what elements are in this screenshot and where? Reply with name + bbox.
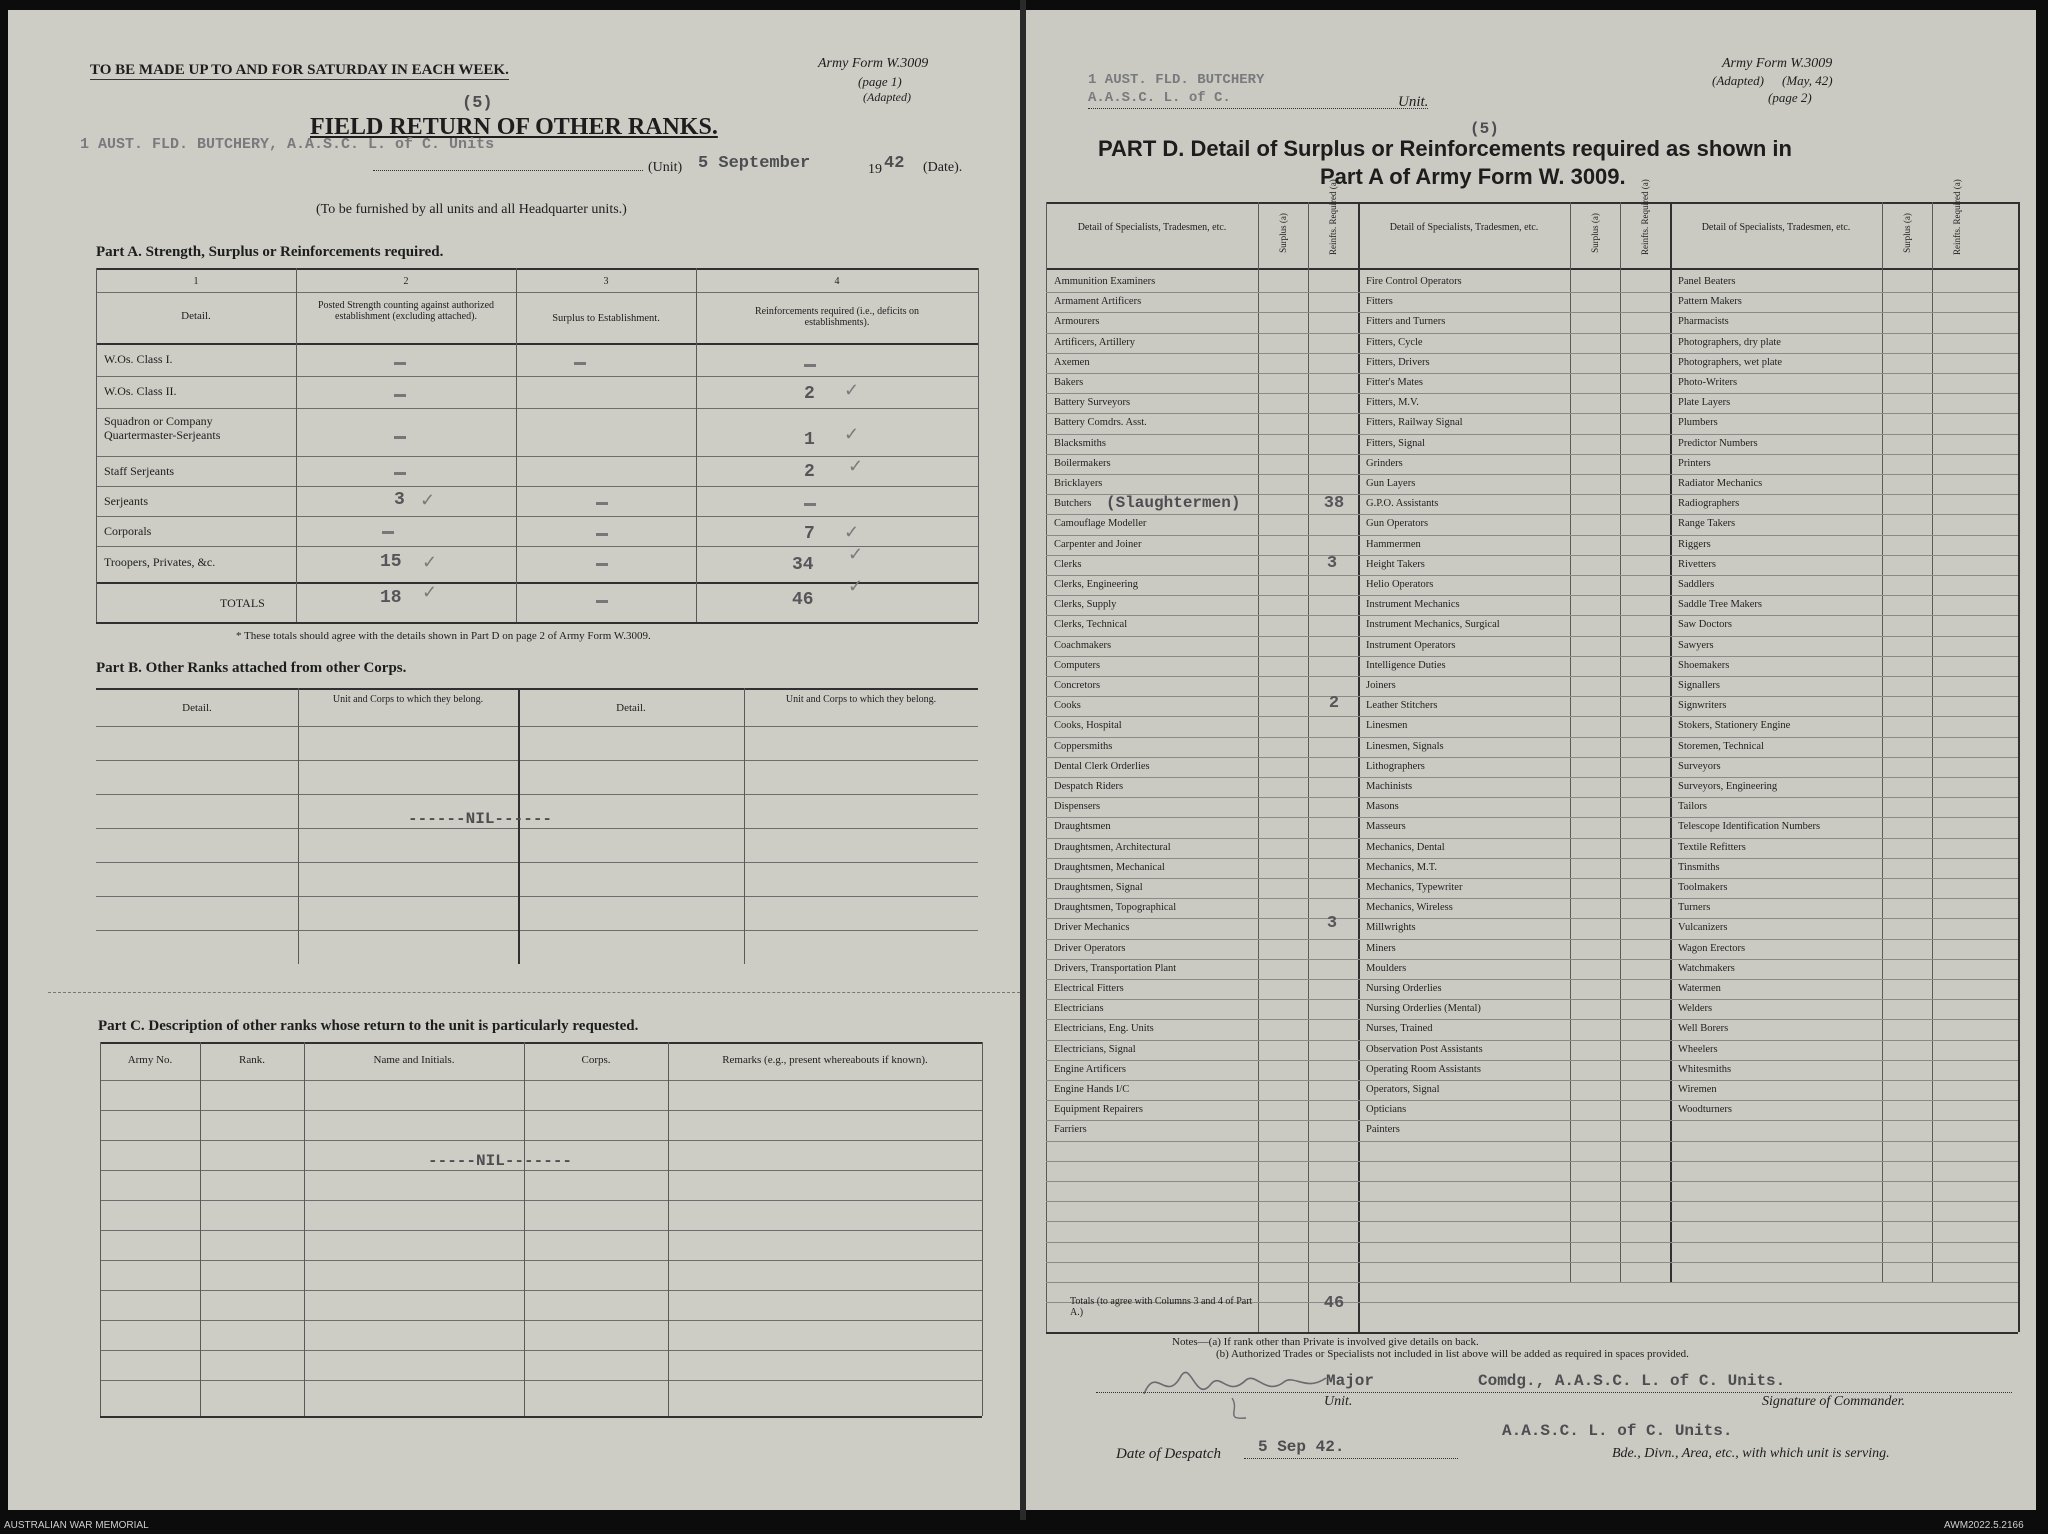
reinf-corporals: 7 [804,524,815,544]
specialist-item: Operators, Signal [1366,1084,1440,1095]
specialist-item: Moulders [1366,963,1407,974]
specialist-item: Fitters, Drivers [1366,357,1430,368]
specialist-item: Draughtsmen, Topographical [1054,902,1177,913]
col-number-1: 1 [193,276,199,287]
row-cqms: Squadron or Company Quartermaster-Serjeants [104,414,221,442]
specialist-item: Gun Layers [1366,478,1416,489]
specialist-item: Blacksmiths [1054,438,1106,449]
specialist-item: Equipment Repairers [1054,1104,1143,1115]
specialist-item: Battery Surveyors [1054,397,1131,408]
specialist-item: Bakers [1054,377,1084,388]
specialist-item: Dental Clerk Orderlies [1054,761,1150,772]
specialist-item: Painters [1366,1124,1400,1135]
part-b-header-detail-2: Detail. [616,702,646,714]
specialist-item: Instrument Mechanics [1366,599,1460,610]
specialist-item: Clerks [1054,559,1082,570]
specialist-item: Camouflage Modeller [1054,518,1147,529]
specialist-item: Saw Doctors [1678,619,1732,630]
check-mark: ✓ [844,522,860,542]
part-b-header-unit: Unit and Corps to which they belong. [332,694,484,705]
form-id: Army Form W.3009 [1722,56,1833,71]
specialist-item: Panel Beaters [1678,276,1736,287]
signature-caption: Signature of Commander. [1762,1394,1905,1409]
signature-typed: Comdg., A.A.S.C. L. of C. Units. [1478,1372,1786,1390]
reinf-total: 46 [792,590,814,610]
specialist-item: Opticians [1366,1104,1407,1115]
check-mark: ✓ [844,380,860,400]
specialist-item: Axemen [1054,357,1090,368]
specialist-item: Ammunition Examiners [1054,276,1156,287]
specialist-item: Clerks, Engineering [1054,579,1138,590]
footer-credit: AUSTRALIAN WAR MEMORIAL [4,1520,149,1531]
specialist-item: Instrument Mechanics, Surgical [1366,619,1500,630]
specialist-item: Radiographers [1678,498,1740,509]
header-surplus-3: Surplus (a) [1902,213,1912,253]
check-mark: ✓ [420,490,436,510]
specialist-item: Shoemakers [1678,660,1730,671]
specialist-item: Watermen [1678,983,1721,994]
page-label: (page 1) [858,74,902,89]
specialist-item: Masseurs [1366,821,1406,832]
specialist-item: Signwriters [1678,700,1727,711]
specialist-item: Coachmakers [1054,640,1112,651]
check-mark: ✓ [844,424,860,444]
unit-label: Unit. [1398,94,1429,110]
posted-corporals [382,531,394,534]
header-posted-strength: Posted Strength counting against authorized establishment (excluding attached). [317,300,495,322]
posted-total: 18 [380,588,402,608]
part-b-heading: Part B. Other Ranks attached from other Corps. [96,660,407,676]
specialist-item: Boilermakers [1054,458,1111,469]
specialist-item: Surveyors, Engineering [1678,781,1778,792]
specialist-item: Saddlers [1678,579,1715,590]
part-b-header-detail: Detail. [182,702,212,714]
specialist-item: Electricians [1054,1003,1104,1014]
specialist-item: Mechanics, Wireless [1366,902,1453,913]
date-year: 42 [884,154,905,173]
handwritten-signature [1136,1354,1356,1424]
specialist-item: Artificers, Artillery [1054,337,1136,348]
bde-typed: A.A.S.C. L. of C. Units. [1502,1422,1733,1440]
specialist-item: Carpenter and Joiner [1054,539,1142,550]
specialist-item: Sawyers [1678,640,1714,651]
specialist-item: Clerks, Technical [1054,619,1128,630]
specialist-item: Predictor Numbers [1678,438,1758,449]
specialist-item: Hammermen [1366,539,1421,550]
page-1 [8,10,1020,1510]
specialist-item: Welders [1678,1003,1713,1014]
specialist-item: Woodturners [1678,1104,1732,1115]
cooks-reinf: 2 [1328,694,1340,713]
specialist-item: Fitters, M.V. [1366,397,1419,408]
specialist-item: Well Borers [1678,1023,1729,1034]
header-reinf-2: Reinfts. Required (a) [1640,179,1650,255]
specialist-item: Saddle Tree Makers [1678,599,1762,610]
col-number-3: 3 [603,276,609,287]
specialist-item: Armourers [1054,316,1100,327]
part-c-header-corps: Corps. [581,1054,611,1066]
furnish-note: (To be furnished by all units and all Headquarter units.) [316,202,627,217]
specialist-item: Leather Stitchers [1366,700,1438,711]
header-detail-1: Detail of Specialists, Tradesmen, etc. [1077,222,1227,233]
specialist-item: Miners [1366,943,1396,954]
specialist-item: Draughtsmen, Signal [1054,882,1143,893]
specialist-item: Printers [1678,458,1711,469]
specialist-item: Nurses, Trained [1366,1023,1433,1034]
specialist-item: Engine Hands I/C [1054,1084,1130,1095]
specialist-item: Range Takers [1678,518,1736,529]
row-corporals: Corporals [104,524,152,538]
check-mark: ✓ [422,582,438,602]
specialist-item: Gun Operators [1366,518,1429,529]
signature-rank: Major [1326,1372,1375,1390]
reinf-cqms: 1 [804,430,815,450]
specialist-item: Watchmakers [1678,963,1735,974]
col-number-4: 4 [834,276,840,287]
specialist-item: Millwrights [1366,922,1416,933]
specialist-item: Surveyors [1678,761,1721,772]
specialist-item: Vulcanizers [1678,922,1728,933]
specialist-item: Fitters, Signal [1366,438,1425,449]
specialist-item: Mechanics, Dental [1366,842,1445,853]
unit-typed: 1 AUST. FLD. BUTCHERY, A.A.S.C. L. of C. Units [80,136,495,153]
part-d-title-line1: PART D. Detail of Surplus or Reinforcements required as shown in [1098,136,1792,161]
specialist-item: Fitters [1366,296,1393,307]
part-c-heading: Part C. Description of other ranks whose return to the unit is particularly requested. [98,1018,639,1034]
header-reinf-1: Reinfts. Required (a) [1328,179,1338,255]
part-c-nil: -----NIL------- [428,1152,573,1170]
specialist-item: Tailors [1678,801,1708,812]
header-detail-2: Detail of Specialists, Tradesmen, etc. [1389,222,1539,233]
header-reinforcements: Reinforcements required (i.e., deficits on establishments). [754,306,920,328]
specialist-item: Grinders [1366,458,1403,469]
specialist-item: Masons [1366,801,1399,812]
page-label: (page 2) [1768,90,1812,105]
specialist-item: Mechanics, M.T. [1366,862,1437,873]
note-a: Notes—(a) If rank other than Private is involved give details on back. [1172,1336,1479,1348]
specialist-item: Tinsmiths [1678,862,1720,873]
specialist-item: G.P.O. Assistants [1366,498,1439,509]
specialist-item: Electrical Fitters [1054,983,1124,994]
check-mark: ✓ [848,544,864,564]
specialist-item: Farriers [1054,1124,1087,1135]
specialist-item: Intelligence Duties [1366,660,1446,671]
specialist-item: Observation Post Assistants [1366,1044,1483,1055]
note-b: (b) Authorized Trades or Specialists not included in list above will be added as required in spaces provided. [1216,1348,1689,1360]
footer-accession: AWM2022.5.2166 [1944,1520,2024,1531]
surplus-troopers [596,563,608,566]
posted-serjeants: 3 [394,490,405,510]
posted-wo1 [394,362,406,365]
specialist-item: Storemen, Technical [1678,741,1764,752]
specialist-item: Joiners [1366,680,1396,691]
part-d-title-line2: Part A of Army Form W. 3009. [1320,164,1626,189]
specialist-item: Electricians, Eng. Units [1054,1023,1154,1034]
part-c-header-rank: Rank. [239,1054,265,1066]
part-c-header-remarks: Remarks (e.g., present whereabouts if known). [722,1054,928,1066]
row-wo-class-2: W.Os. Class II. [104,384,177,398]
page-2 [1026,10,2036,1510]
title-mark: (5) [1470,120,1499,138]
part-c-header-name: Name and Initials. [373,1054,455,1066]
specialist-item: Cooks, Hospital [1054,720,1122,731]
instruction-heading: TO BE MADE UP TO AND FOR SATURDAY IN EACH WEEK. [90,62,509,78]
specialist-item: Photo-Writers [1678,377,1738,388]
specialist-item: Pharmacists [1678,316,1729,327]
row-staff-serjeants: Staff Serjeants [104,464,175,478]
specialist-item: Riggers [1678,539,1711,550]
specialist-item: Dispensers [1054,801,1101,812]
specialist-item: Despatch Riders [1054,781,1124,792]
date-typed: 5 September [698,154,811,173]
specialist-item: Concretors [1054,680,1101,691]
adapted-label: (Adapted) [1712,73,1764,88]
specialist-item: Battery Comdrs. Asst. [1054,417,1147,428]
specialist-item: Bricklayers [1054,478,1103,489]
butchers-note: (Slaughtermen) [1106,494,1241,512]
header-surplus: Surplus to Establishment. [552,313,660,324]
specialist-item: Wheelers [1678,1044,1718,1055]
specialist-item: Toolmakers [1678,882,1728,893]
part-a-footnote: * These totals should agree with the details shown in Part D on page 2 of Army Form W.3009. [236,630,651,642]
header-reinf-3: Reinfts. Required (a) [1952,179,1962,255]
driver-mechanics-reinf: 3 [1326,914,1338,933]
check-mark: ✓ [422,552,438,572]
specialist-item: Plate Layers [1678,397,1731,408]
specialist-item: Lithographers [1366,761,1425,772]
specialist-item: Machinists [1366,781,1413,792]
unit-caption: Unit. [1324,1394,1353,1409]
totals-label: TOTALS [220,596,265,610]
posted-cqms [394,436,406,439]
specialist-item: Drivers, Transportation Plant [1054,963,1177,974]
specialist-item: Driver Mechanics [1054,922,1130,933]
part-c-header-army-no: Army No. [127,1054,173,1066]
specialist-item: Mechanics, Typewriter [1366,882,1463,893]
specialist-item: Pattern Makers [1678,296,1742,307]
unit-typed-line1: 1 AUST. FLD. BUTCHERY [1088,72,1265,88]
surplus-corporals [596,533,608,536]
part-a-heading: Part A. Strength, Surplus or Reinforcements required. [96,244,444,260]
specialist-item: Draughtsmen, Architectural [1054,842,1171,853]
specialist-item: Whitesmiths [1678,1064,1732,1075]
specialist-item: Textile Refitters [1678,842,1746,853]
part-b-nil: ------NIL------ [408,810,553,828]
title-mark: (5) [462,94,493,113]
specialist-item: Fitter's Mates [1366,377,1424,388]
specialist-item: Coppersmiths [1054,741,1113,752]
header-detail: Detail. [181,310,211,322]
col-number-2: 2 [403,276,409,287]
specialist-item: Operating Room Assistants [1366,1064,1481,1075]
reinf-serjeants [804,503,816,506]
specialist-item: Turners [1678,902,1711,913]
specialist-item: Instrument Operators [1366,640,1456,651]
specialist-item: Nursing Orderlies (Mental) [1366,1003,1481,1014]
unit-label: (Unit) [648,160,683,175]
despatch-date: 5 Sep 42. [1258,1438,1345,1456]
despatch-label: Date of Despatch [1116,1446,1221,1462]
header-detail-3: Detail of Specialists, Tradesmen, etc. [1701,222,1851,233]
reinf-staff-sjt: 2 [804,462,815,482]
specialist-item: Wiremen [1678,1084,1717,1095]
adapted-date: (May, 42) [1782,73,1833,88]
posted-staff-sjt [394,472,406,475]
row-troopers: Troopers, Privates, &c. [104,555,216,569]
bde-caption: Bde., Divn., Area, etc., with which unit is serving. [1612,1446,1890,1461]
specialist-item: Signallers [1678,680,1720,691]
posted-troopers: 15 [380,552,402,572]
specialist-item: Photographers, wet plate [1678,357,1783,368]
adapted-label: (Adapted) [863,90,911,104]
check-mark: ✓ [848,576,864,596]
specialist-item: Fitters and Turners [1366,316,1446,327]
specialist-item: Butchers [1054,498,1092,509]
totals-reinf: 46 [1323,1294,1345,1313]
specialist-item: Fitters, Cycle [1366,337,1423,348]
specialist-item: Rivetters [1678,559,1716,570]
specialist-item: Clerks, Supply [1054,599,1117,610]
row-serjeants: Serjeants [104,494,148,508]
specialist-item: Stokers, Stationery Engine [1678,720,1791,731]
specialist-item: Telescope Identification Numbers [1678,821,1821,832]
totals-label: Totals (to agree with Columns 3 and 4 of Part A.) [1070,1296,1253,1318]
specialist-item: Fire Control Operators [1366,276,1462,287]
reinf-wo2: 2 [804,384,815,404]
specialist-item: Electricians, Signal [1054,1044,1136,1055]
specialist-item: Fitters, Railway Signal [1366,417,1463,428]
specialist-item: Linesmen [1366,720,1408,731]
posted-wo2 [394,394,406,397]
unit-typed-line2: A.A.S.C. L. of C. [1088,90,1231,106]
specialist-item: Nursing Orderlies [1366,983,1442,994]
specialist-item: Computers [1054,660,1101,671]
surplus-wo1 [574,362,586,365]
specialist-item: Cooks [1054,700,1081,711]
specialist-item: Helio Operators [1366,579,1434,590]
form-id: Army Form W.3009 [818,56,929,71]
specialist-item: Plumbers [1678,417,1718,428]
clerks-reinf: 3 [1326,554,1338,573]
specialist-item: Draughtsmen [1054,821,1111,832]
specialist-item: Radiator Mechanics [1678,478,1763,489]
date-label: (Date). [923,160,963,175]
reinf-wo1 [804,364,816,367]
specialist-item: Engine Artificers [1054,1064,1127,1075]
check-mark: ✓ [848,456,864,476]
specialist-item: Wagon Erectors [1678,943,1746,954]
part-b-header-unit-2: Unit and Corps to which they belong. [785,694,937,705]
surplus-serjeants [596,502,608,505]
header-surplus-2: Surplus (a) [1590,213,1600,253]
specialist-item: Photographers, dry plate [1678,337,1781,348]
form-title: FIELD RETURN OF OTHER RANKS. [310,114,718,140]
specialist-item: Driver Operators [1054,943,1126,954]
specialist-item: Height Takers [1366,559,1425,570]
row-wo-class-1: W.Os. Class I. [104,352,173,366]
surplus-total [596,600,608,603]
specialist-item: Armament Artificers [1054,296,1142,307]
specialist-item: Draughtsmen, Mechanical [1054,862,1165,873]
specialist-item: Linesmen, Signals [1366,741,1444,752]
date-year-prefix: 19 [868,162,882,177]
header-surplus-1: Surplus (a) [1278,213,1288,253]
reinf-troopers: 34 [792,555,814,575]
butchers-reinf: 38 [1323,494,1345,513]
